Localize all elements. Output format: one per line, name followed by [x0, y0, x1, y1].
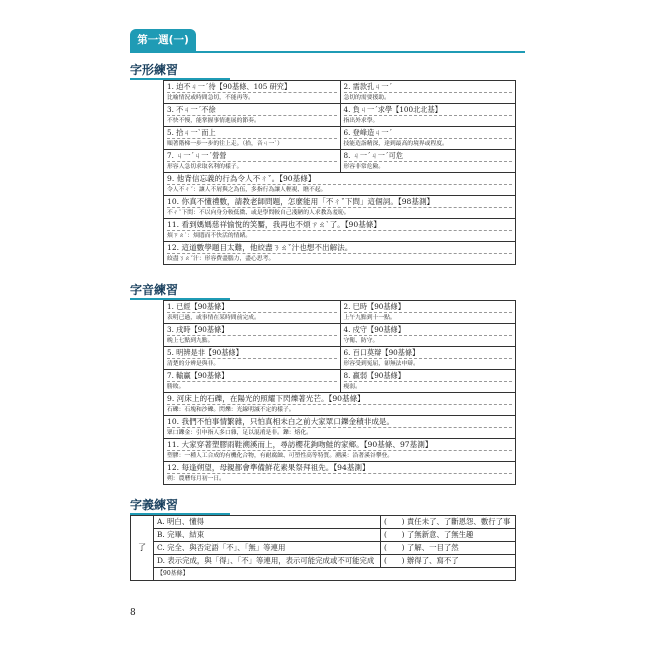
exercise-answer: 晚上七點到九點。	[167, 335, 337, 345]
exercise-answer: 不ㄔˇ下問：不以向身分較低微、或是學問較自己淺陋的人求教為羞恥。	[167, 207, 512, 217]
meaning-row	[131, 555, 516, 568]
exercise-cell	[340, 150, 516, 172]
shape-practice-table	[163, 80, 516, 265]
exercise-question: 1. 已經【90基條】	[167, 302, 229, 311]
exercise-question: 6. 百口莫辯【90基條】	[343, 348, 420, 357]
exercise-cell	[340, 104, 516, 126]
meaning-row	[131, 516, 516, 529]
table-row	[164, 195, 515, 218]
exercise-cell	[164, 370, 340, 392]
meaning-answer-blank[interactable]: ( ) 責任未了、了斷恩怨、數行了事	[380, 516, 515, 529]
exercise-question: 8. 羸弱【90基條】	[343, 371, 405, 380]
table-row	[164, 241, 515, 264]
table-row	[164, 461, 515, 484]
meaning-definition: C. 完全、與否定語「不」、「無」等連用	[154, 542, 381, 555]
section-title-shape: 字形練習	[130, 63, 179, 77]
sound-practice-table	[163, 300, 516, 485]
exercise-question: 3. 戌時【90基條】	[167, 325, 229, 334]
exercise-cell	[340, 81, 516, 103]
exercise-question: 8. ㄐ一ˊㄐ一ˊ可危	[343, 151, 403, 160]
table-row	[164, 415, 515, 438]
exercise-cell	[164, 324, 340, 346]
page-number: 8	[130, 608, 136, 618]
exercise-cell	[164, 393, 515, 415]
exercise-cell	[164, 416, 515, 438]
meaning-answer-blank[interactable]: ( ) 辦得了、寫不了	[380, 555, 515, 568]
week-tab: 第一週(一)	[130, 29, 196, 51]
exercise-answer: 形容人急切求取名利的樣子。	[167, 161, 337, 171]
exercise-question: 2. 巳時【90基條】	[343, 302, 405, 311]
exercise-cell	[164, 219, 515, 241]
exercise-answer: 技能造詣精深，達到最高的境界或程度。	[344, 138, 513, 148]
exercise-question: 12. 每逢朔望，母親都會準備鮮花素果祭拜祖先。【94基測】	[167, 463, 370, 472]
exercise-question: 10. 我們不怕事情繁雜，只怕真相未白之前大家眾口鑠金積非成是。	[167, 417, 395, 426]
exercise-answer: 瘦弱。	[344, 381, 513, 391]
exercise-cell	[164, 196, 515, 218]
exercise-cell	[164, 242, 515, 264]
exercise-question: 4. 負ㄐ一ˊ求學【100北北基】	[343, 105, 442, 114]
exercise-answer: 石礫：石塊和沙礫。閃爍：光線明滅不定的樣子。	[167, 404, 512, 414]
meaning-definition: A. 明白、懂得	[154, 516, 381, 529]
exercise-question: 3. 不ㄐ一ˊ不徐	[167, 105, 216, 114]
week-rule	[130, 51, 525, 53]
exercise-answer: 勝敗。	[167, 381, 337, 391]
meaning-row	[131, 529, 516, 542]
exercise-question: 6. 登峰造ㄐ一ˊ	[343, 128, 393, 137]
exercise-question: 11. 看到媽媽慈祥愉悅的笑靨，我再也不煩ㄗㄠˋ了。【90基條】	[167, 220, 381, 229]
exercise-question: 12. 這道數學題目太難，他絞盡ㄋㄠˇ汁也想不出解法。	[167, 243, 353, 252]
meaning-answer-blank[interactable]: ( ) 了解、一目了然	[380, 542, 515, 555]
table-row	[164, 218, 515, 241]
exercise-question: 5. 拾ㄐ一ˋ而上	[167, 128, 216, 137]
exercise-answer: 令人不ㄔˇ：讓人不屑與之為伍，多指行為讓人輕視、瞧不起。	[167, 184, 512, 194]
section-title-meaning: 字義練習	[130, 498, 179, 512]
exercise-question: 9. 河床上的石礫，在陽光的照耀下閃爍著光芒。【90基條】	[167, 394, 365, 403]
exercise-cell	[164, 104, 340, 126]
meaning-row	[131, 542, 516, 555]
exercise-cell	[164, 439, 515, 461]
exercise-answer: 指出外求學。	[344, 115, 513, 125]
section-title-sound: 字音練習	[130, 283, 179, 297]
exercise-answer: 形容受到冤屈，卻無法申辯。	[344, 358, 513, 368]
exercise-cell	[340, 324, 516, 346]
exercise-question: 2. 需款孔ㄐ一ˊ	[343, 82, 393, 91]
table-row	[164, 323, 515, 346]
exercise-cell	[340, 347, 516, 369]
exercise-answer: 眾口鑠金：引申指人多口雜，足以混淆是非。鑠：熔化。	[167, 427, 512, 437]
meaning-ref-row	[131, 568, 516, 581]
table-row	[164, 392, 515, 415]
exercise-cell	[340, 301, 516, 323]
meaning-answer-blank[interactable]: ( ) 了無新意、了無生趣	[380, 529, 515, 542]
exercise-cell	[164, 301, 340, 323]
exercise-question: 4. 戍守【90基條】	[343, 325, 405, 334]
exercise-cell	[164, 462, 515, 484]
table-row	[164, 149, 515, 172]
meaning-definition: D. 表示完成，與「得」、「不」等連用，表示可能完成或不可能完成	[154, 555, 381, 568]
exercise-answer: 急切的需要援助。	[344, 92, 513, 102]
exercise-answer: 比喻情況或時間急切，不能再等。	[167, 92, 337, 102]
exercise-cell	[164, 173, 515, 195]
meaning-char: 了	[131, 516, 154, 581]
exercise-cell	[340, 370, 516, 392]
meaning-table	[130, 515, 516, 581]
table-row	[164, 81, 515, 103]
exercise-cell	[164, 127, 340, 149]
table-row	[164, 301, 515, 323]
exercise-answer: 塑膠：一種人工合成的有機化合物，有耐腐蝕、可塑性高等特質。溯溪：沿著溪谷攀登。	[167, 450, 512, 460]
exercise-cell	[164, 81, 340, 103]
table-row	[164, 172, 515, 195]
meaning-reference: 【90基條】	[154, 568, 516, 581]
table-row	[164, 103, 515, 126]
exercise-answer: 形容非常危險。	[344, 161, 513, 171]
exercise-answer: 表明已過，或事情在某時間前完成。	[167, 312, 337, 322]
exercise-answer: 清楚的分辨是與非。	[167, 358, 337, 368]
exercise-answer: 朔：農曆每月初一日。	[167, 473, 512, 483]
exercise-answer: 不快不慢，能掌握事情進展的節奏。	[167, 115, 337, 125]
exercise-cell	[164, 150, 340, 172]
exercise-question: 7. ㄐ一ˊㄐ一ˊ營營	[167, 151, 227, 160]
exercise-answer: 絞盡ㄋㄠˇ汁：形容費盡腦力，盡心思考。	[167, 253, 512, 263]
exercise-question: 5. 明辨是非【90基條】	[167, 348, 243, 357]
exercise-question: 11. 大家穿著塑膠雨鞋溯溪而上，尋訪櫻花鉤吻鮭的家鄉。【90基條、97基測】	[167, 440, 433, 449]
exercise-answer: 上午九點到十一點。	[344, 312, 513, 322]
exercise-question: 10. 你真不懂禮數，請教老師問題，怎麼能用「不ㄔˇ下問」這個詞。【98基測】	[167, 197, 435, 206]
table-row	[164, 438, 515, 461]
table-row	[164, 346, 515, 369]
table-row	[164, 369, 515, 392]
exercise-answer: 煩ㄗㄠˋ：煩悶而不快活的情緒。	[167, 230, 512, 240]
exercise-question: 9. 他背信忘義的行為令人不ㄔˇ。【90基條】	[167, 174, 316, 183]
exercise-cell	[164, 347, 340, 369]
exercise-answer: 順著階梯一步一步的往上走。（拾，音ㄐ一ˋ）	[167, 138, 337, 148]
meaning-definition: B. 完畢、結束	[154, 529, 381, 542]
exercise-question: 7. 輸贏【90基條】	[167, 371, 229, 380]
exercise-question: 1. 迫不ㄐ一ˊ待【90基條、105 研究】	[167, 82, 292, 91]
exercise-answer: 守衛、防守。	[344, 335, 513, 345]
exercise-cell	[340, 127, 516, 149]
table-row	[164, 126, 515, 149]
